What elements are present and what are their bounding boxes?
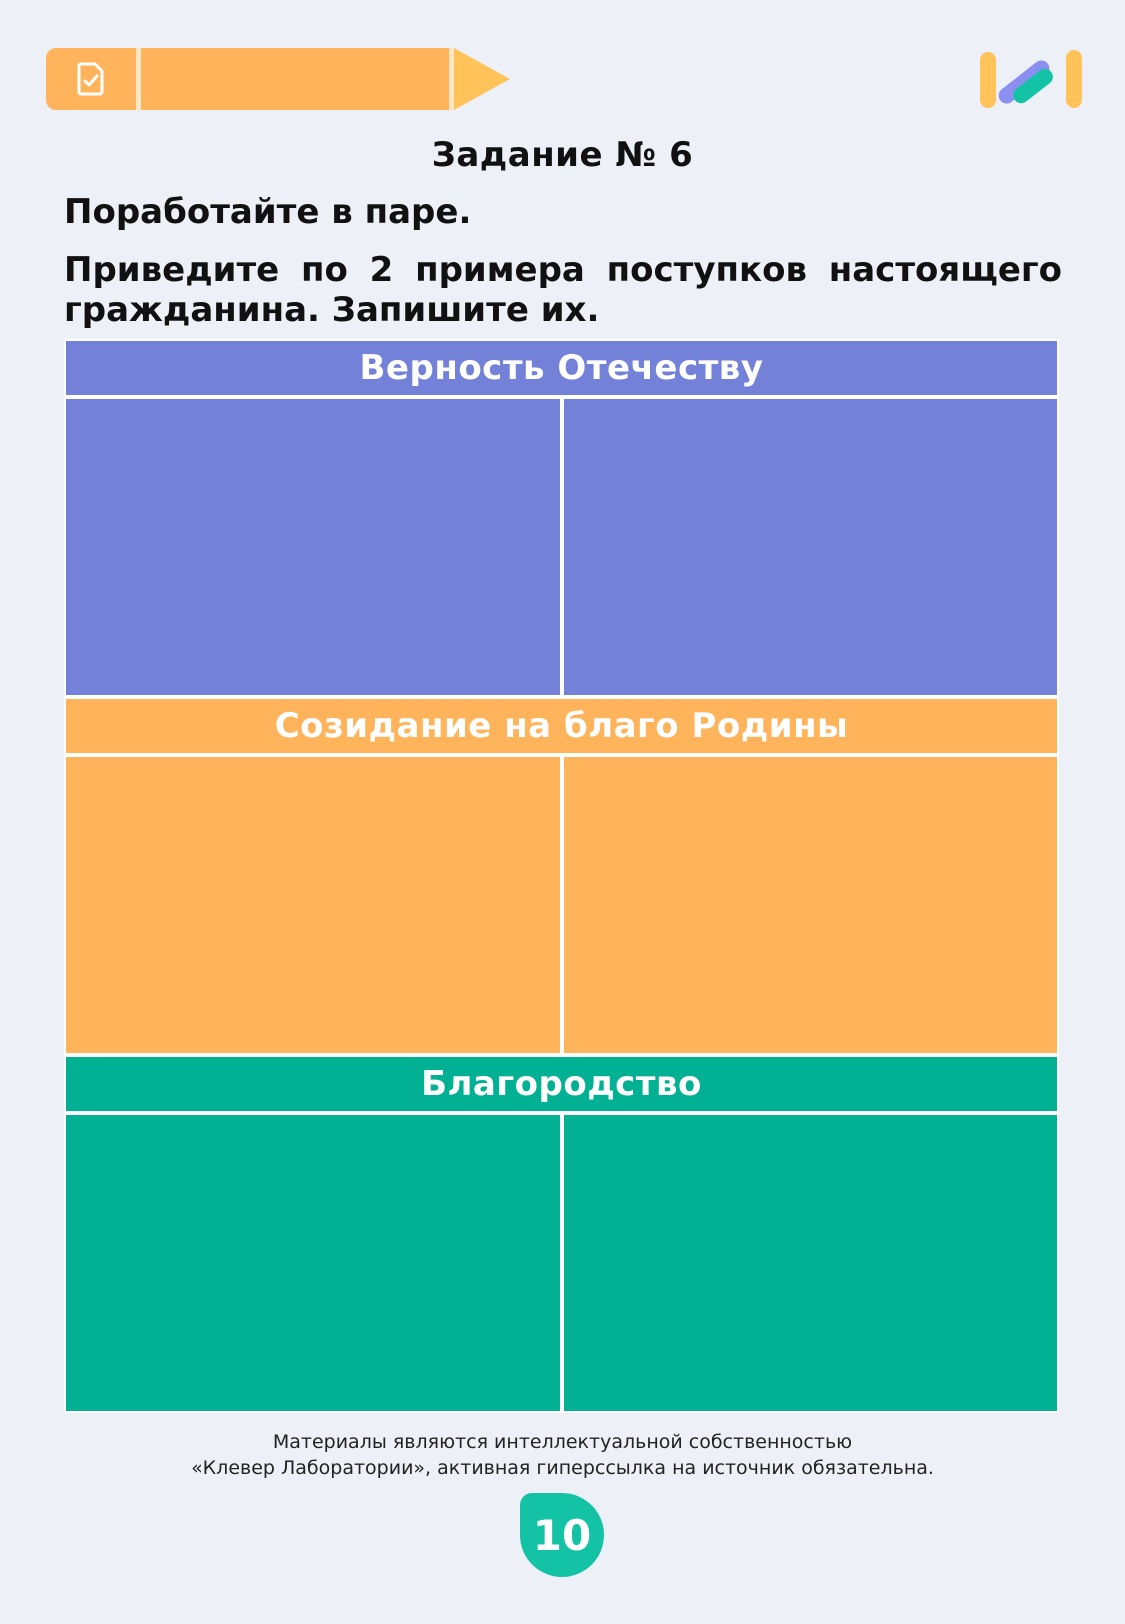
- answer-cell-1[interactable]: [64, 397, 562, 697]
- section-header: Созидание на благо Родины: [64, 697, 1059, 755]
- document-check-icon: [76, 62, 106, 96]
- answer-cell-2[interactable]: [562, 397, 1060, 697]
- brand-logo-icon: [980, 44, 1084, 114]
- section-nobility: [64, 1055, 1059, 1413]
- instruction-pair-work: Поработайте в паре.: [64, 192, 472, 232]
- answer-cell-2[interactable]: [562, 755, 1060, 1055]
- answer-cell-1[interactable]: [64, 755, 562, 1055]
- copyright-line-2: «Клевер Лаборатории», активная гиперссылка на источник обязательна.: [191, 1457, 934, 1479]
- pencil-banner-icon: [36, 40, 476, 118]
- section-header: Благородство: [64, 1055, 1059, 1113]
- section-creation: [64, 697, 1059, 1055]
- instruction-examples: Приведите по 2 примера поступков настоящего гражданина. Запишите их.: [64, 250, 1062, 330]
- section-header: Верность Отечеству: [64, 339, 1059, 397]
- copyright-line-1: Материалы являются интеллектуальной собственностью: [272, 1431, 853, 1453]
- answer-cell-1[interactable]: [64, 1113, 562, 1413]
- section-loyalty: [64, 339, 1059, 697]
- page-title: Задание № 6: [431, 135, 694, 175]
- page-number-badge: 10: [520, 1493, 604, 1577]
- answer-cell-2[interactable]: [562, 1113, 1060, 1413]
- answer-grid: [64, 339, 1059, 1413]
- copyright-note: [0, 1429, 1125, 1481]
